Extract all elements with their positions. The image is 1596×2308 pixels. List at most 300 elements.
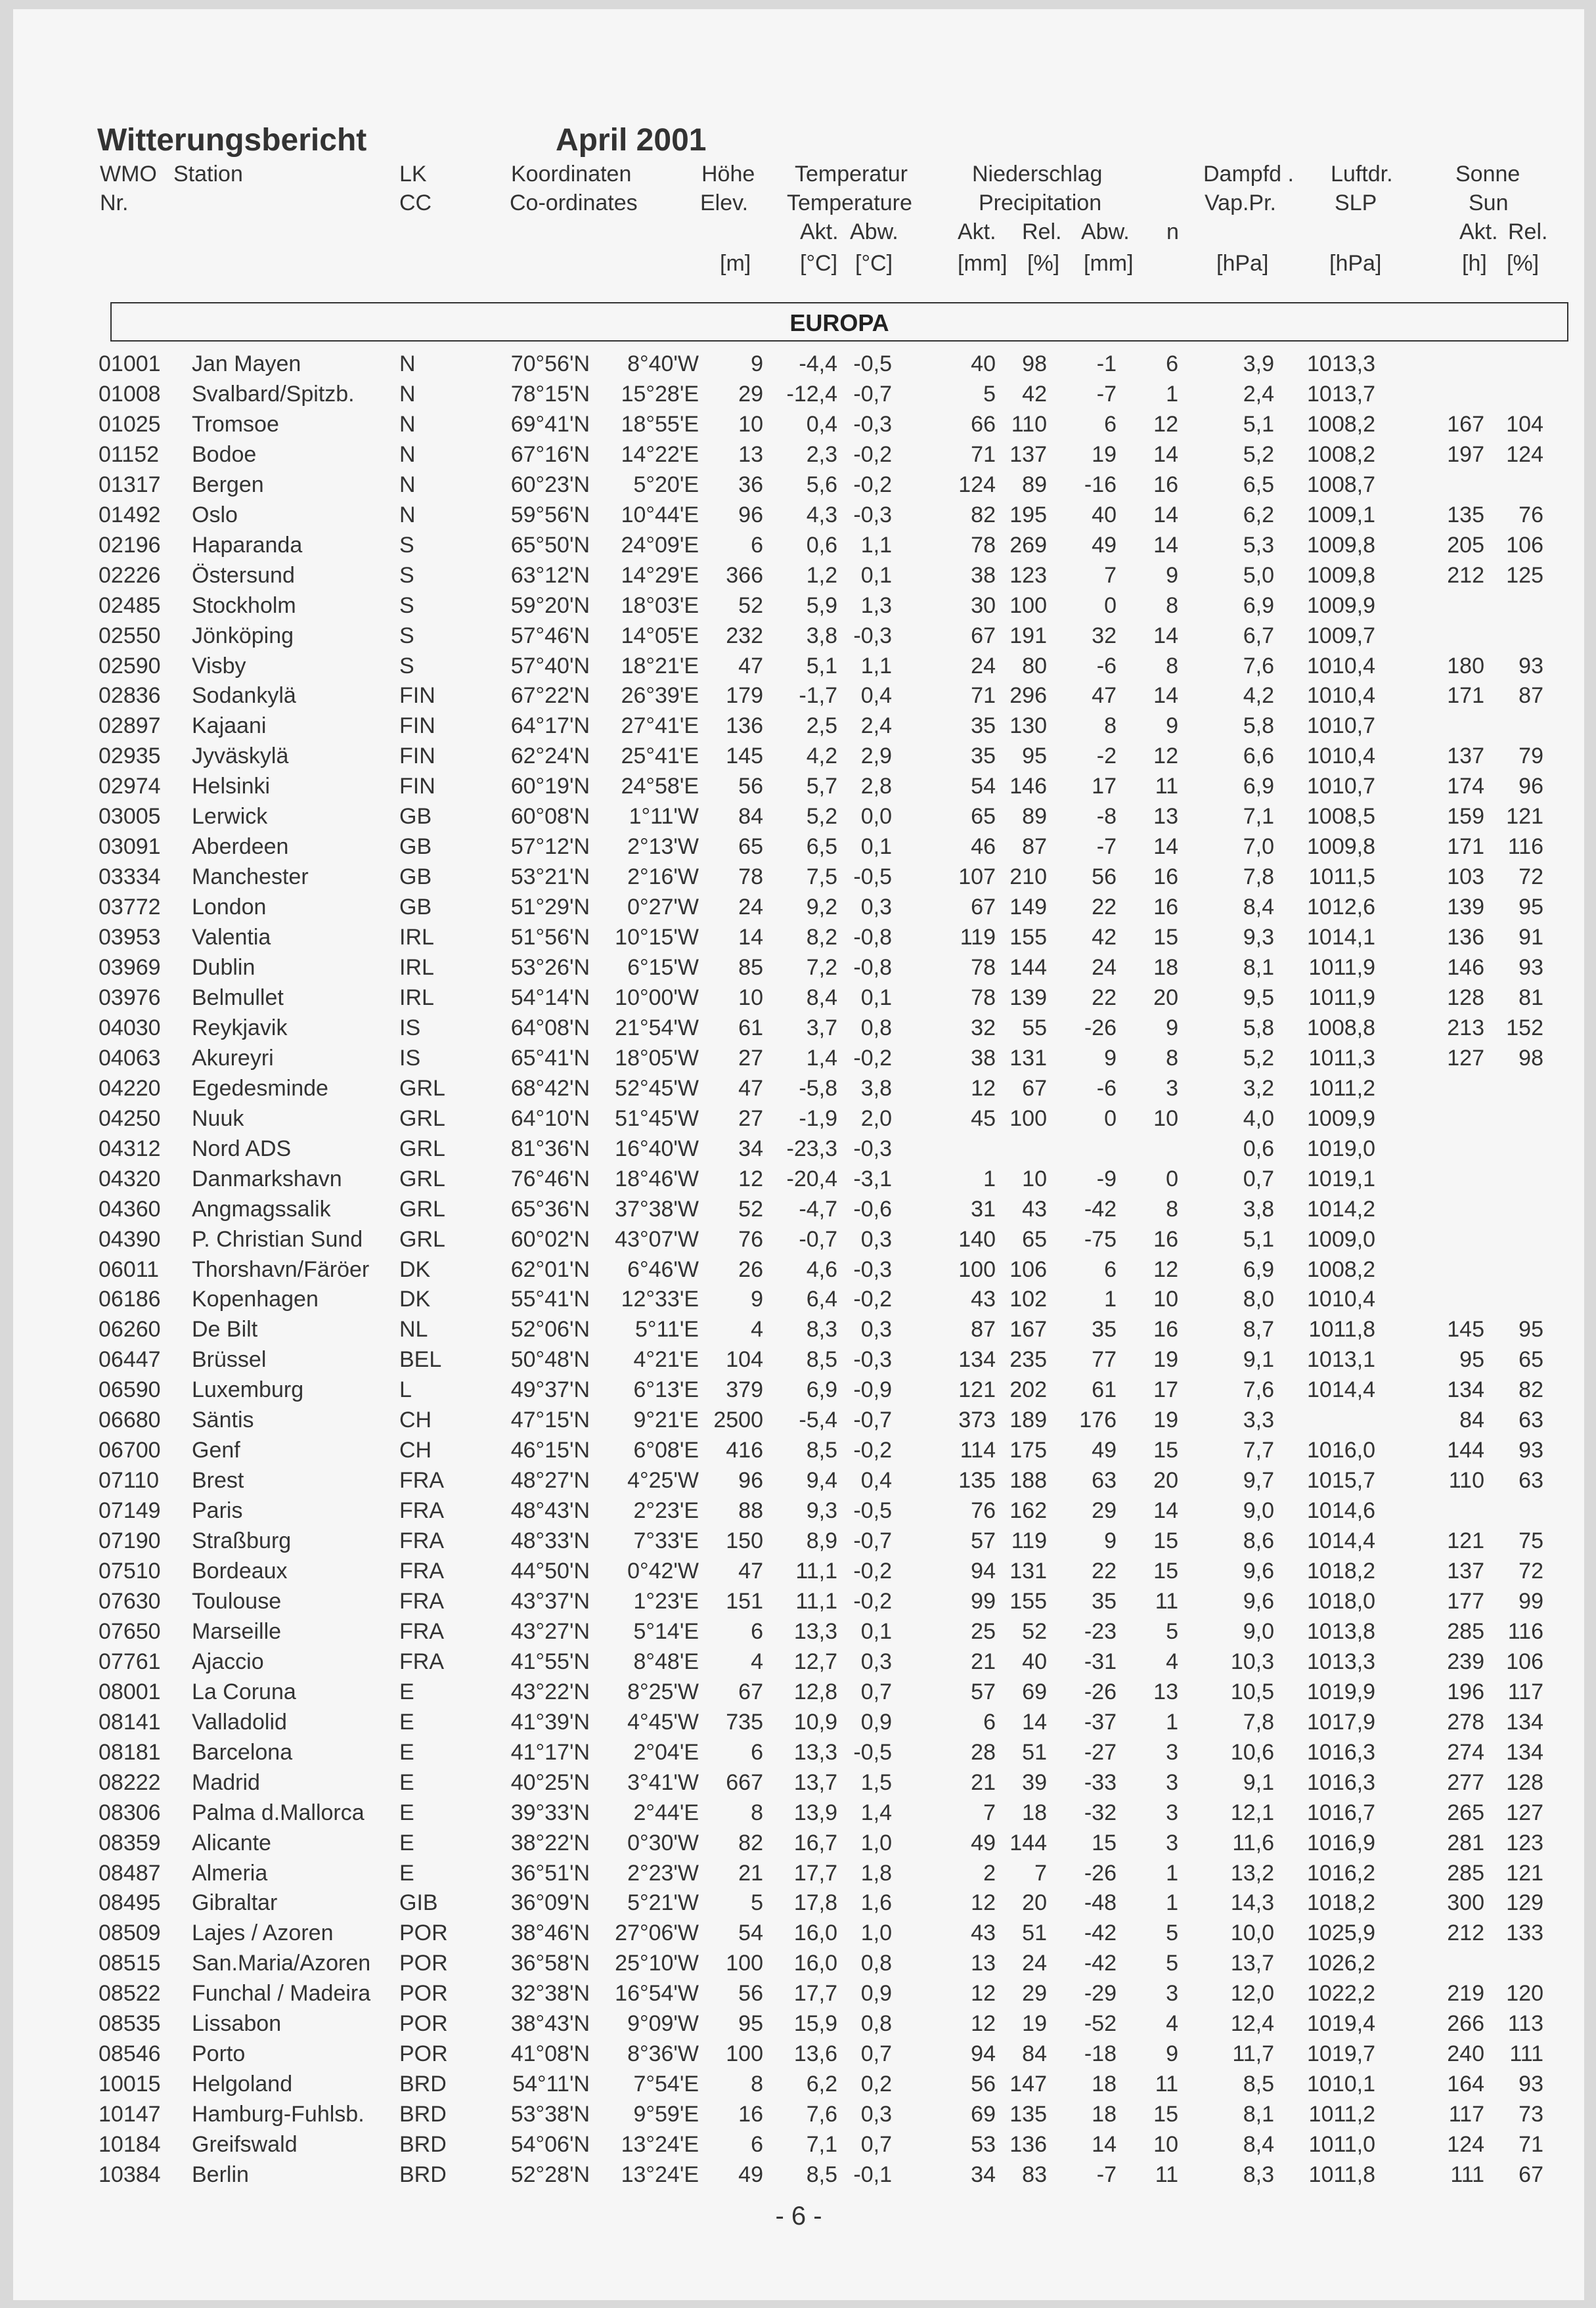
precip-n: 15 [1153,1438,1178,1463]
section-header [110,302,1568,342]
elevation: 150 [726,1528,763,1554]
longitude: 18°03'E [621,592,699,618]
table-row [13,1138,1584,1168]
table-row [13,1379,1584,1409]
precip-n: 12 [1153,411,1178,437]
country-code: L [399,1377,412,1403]
sea-level-pressure: 1009,9 [1307,1105,1375,1131]
temp-abw: 0,4 [860,1468,892,1494]
wmo-number: 10147 [99,2102,161,2127]
precip-rel: 195 [1009,502,1047,527]
table-row [13,353,1584,383]
precip-akt: 87 [971,1317,996,1343]
precip-abw: -26 [1084,1860,1117,1886]
precip-rel: 14 [1022,1709,1047,1735]
latitude: 57°12'N [510,834,590,860]
longitude: 18°55'E [621,411,699,437]
sun-akt: 124 [1447,2132,1484,2158]
precip-n: 11 [1155,774,1178,799]
table-row [13,2103,1584,2133]
temp-abw: -0,3 [853,623,892,648]
temp-akt: -5,4 [799,1408,837,1433]
station-name: Oslo [192,502,238,527]
precip-abw: -52 [1084,2011,1117,2037]
sun-rel: 96 [1518,774,1543,799]
table-row [13,1802,1584,1832]
precip-abw: 9 [1104,1528,1117,1554]
temp-abw: -0,9 [853,1377,892,1403]
vapour-pressure: 6,2 [1243,502,1274,527]
precip-akt: 69 [971,2102,996,2127]
temp-akt: -1,7 [799,683,837,709]
elevation: 5 [751,1890,763,1916]
precip-akt: 43 [971,1920,996,1946]
vapour-pressure: 5,2 [1243,1045,1274,1071]
latitude: 54°11'N [512,2072,590,2097]
precip-n: 16 [1153,895,1178,920]
elevation: 56 [738,774,763,799]
precip-akt: 373 [958,1408,996,1433]
latitude: 41°08'N [510,2041,590,2067]
vapour-pressure: 13,7 [1230,1951,1274,1976]
precip-abw: -23 [1084,1618,1117,1644]
col-temp-abw: Abw. [850,219,898,244]
longitude: 24°58'E [621,774,699,799]
precip-abw: -6 [1096,1075,1117,1101]
elevation: 96 [738,1468,763,1494]
elevation: 13 [738,441,763,467]
elevation: 95 [738,2011,763,2037]
country-code: E [399,1739,414,1765]
temp-akt: -4,4 [799,351,837,376]
temp-akt: 8,5 [806,2162,837,2187]
table-row [13,1258,1584,1289]
latitude: 70°56'N [510,351,590,376]
sun-rel: 111 [1509,2041,1543,2067]
precip-abw: -27 [1084,1739,1117,1765]
latitude: 57°46'N [510,623,590,648]
station-name: Thorshavn/Färöer [192,1256,370,1282]
temp-akt: -20,4 [786,1166,837,1191]
table-row [13,1017,1584,1047]
sea-level-pressure: 1014,2 [1307,1196,1375,1222]
station-name: London [192,895,267,920]
station-name: Tromsoe [192,411,279,437]
table-row [13,1832,1584,1862]
temp-akt: 16,7 [793,1830,837,1855]
country-code: GRL [399,1105,445,1131]
latitude: 51°56'N [510,925,590,950]
sea-level-pressure: 1010,4 [1307,653,1375,678]
longitude: 1°11'W [629,804,699,830]
temp-abw: -0,3 [853,411,892,437]
station-name: P. Christian Sund [192,1226,363,1252]
country-code: E [399,1830,414,1855]
precip-rel: 144 [1009,955,1047,980]
precip-rel: 130 [1009,713,1047,739]
country-code: GB [399,895,432,920]
latitude: 52°28'N [510,2162,590,2187]
table-row [13,805,1584,835]
precip-n: 10 [1153,2132,1178,2158]
precip-abw: 9 [1104,1045,1117,1071]
precip-abw: -48 [1084,1890,1117,1916]
temp-abw: 2,9 [860,743,892,769]
col-elevation: Elev. [700,190,749,215]
longitude: 9°21'E [633,1408,699,1433]
sun-akt: 110 [1448,1468,1484,1494]
wmo-number: 08522 [99,1981,161,2007]
vapour-pressure: 8,6 [1243,1528,1274,1554]
station-name: Säntis [192,1408,254,1433]
elevation: 16 [738,2102,763,2127]
sea-level-pressure: 1009,8 [1307,562,1375,588]
latitude: 41°39'N [510,1709,590,1735]
sun-rel: 117 [1507,1679,1543,1704]
precip-rel: 83 [1022,2162,1047,2187]
table-row [13,443,1584,474]
table-row [13,1348,1584,1379]
wmo-number: 08515 [99,1951,161,1976]
elevation: 67 [738,1679,763,1704]
precip-akt: 12 [971,1981,996,2007]
wmo-number: 03334 [99,864,161,890]
vapour-pressure: 11,6 [1232,1830,1274,1855]
sun-akt: 134 [1447,1377,1484,1403]
table-row [13,2012,1584,2043]
temp-akt: 5,1 [806,653,837,678]
precip-n: 9 [1166,562,1178,588]
longitude: 12°33'E [621,1287,699,1312]
country-code: FRA [399,1559,444,1584]
wmo-number: 08359 [99,1830,161,1855]
sea-level-pressure: 1019,0 [1307,1136,1375,1161]
temp-abw: -0,5 [853,864,892,890]
longitude: 2°23'W [627,1860,699,1886]
precip-n: 14 [1153,834,1178,860]
sea-level-pressure: 1014,4 [1307,1528,1375,1554]
elevation: 4 [751,1317,763,1343]
elevation: 9 [751,351,763,376]
col-koordinaten: Koordinaten [511,162,632,187]
wmo-number: 08495 [99,1890,161,1916]
station-name: Luxemburg [192,1377,304,1403]
precip-n: 3 [1166,1739,1178,1765]
precip-n: 15 [1153,2102,1178,2127]
sun-rel: 95 [1518,895,1543,920]
latitude: 53°38'N [510,2102,590,2127]
temp-akt: 2,3 [806,441,837,467]
precip-abw: 77 [1092,1347,1117,1373]
elevation: 27 [738,1045,763,1071]
country-code: GB [399,864,432,890]
country-code: BRD [399,2132,447,2158]
latitude: 62°24'N [510,743,590,769]
sun-rel: 121 [1506,804,1543,830]
temp-akt: 1,2 [806,562,837,588]
precip-abw: -7 [1096,381,1117,407]
precip-abw: 176 [1079,1408,1117,1433]
sun-rel: 123 [1506,1830,1543,1855]
country-code: GRL [399,1196,445,1222]
station-name: Östersund [192,562,295,588]
temp-akt: 8,3 [806,1317,837,1343]
precip-rel: 155 [1009,925,1047,950]
sun-akt: 121 [1447,1528,1484,1554]
precip-abw: 6 [1104,411,1117,437]
temp-akt: 3,8 [806,623,837,648]
sun-akt: 265 [1447,1800,1484,1825]
precip-rel: 269 [1009,532,1047,558]
sun-akt: 136 [1447,925,1484,950]
table-row [13,504,1584,534]
longitude: 10°00'W [615,985,699,1010]
precip-n: 1 [1166,1890,1178,1916]
precip-abw: -18 [1084,2041,1117,2067]
sun-rel: 65 [1518,1347,1543,1373]
latitude: 44°50'N [510,1559,590,1584]
temp-abw: -0,2 [853,1559,892,1584]
table-row [13,625,1584,655]
temp-abw: -0,2 [853,1438,892,1463]
elevation: 10 [738,985,763,1010]
country-code: N [399,502,416,527]
temp-abw: -0,3 [853,1136,892,1161]
table-row [13,1409,1584,1439]
precip-akt: 100 [958,1256,996,1282]
precip-abw: -42 [1084,1951,1117,1976]
temp-abw: 1,1 [860,532,892,558]
sea-level-pressure: 1025,9 [1307,1920,1375,1946]
temp-akt: -5,8 [799,1075,837,1101]
station-name: Manchester [192,864,309,890]
vapour-pressure: 7,8 [1243,864,1274,890]
precip-rel: 155 [1009,1588,1047,1614]
elevation: 14 [738,925,763,950]
precip-rel: 69 [1022,1679,1047,1704]
longitude: 18°46'W [615,1166,699,1191]
precip-akt: 1 [983,1166,996,1191]
station-name: Akureyri [192,1045,274,1071]
precip-n: 16 [1153,1317,1178,1343]
precip-akt: 25 [971,1618,996,1644]
precip-rel: 235 [1009,1347,1047,1373]
temp-akt: 13,9 [793,1800,837,1825]
temp-abw: 0,9 [860,1709,892,1735]
country-code: S [399,532,414,558]
station-name: Bergen [192,472,264,497]
precip-akt: 71 [971,441,996,467]
precip-n: 6 [1166,351,1178,376]
temp-abw: 1,6 [860,1890,892,1916]
precip-rel: 144 [1009,1830,1047,1855]
precip-rel: 20 [1022,1890,1047,1916]
temp-akt: -4,7 [799,1196,837,1222]
temp-abw: -0,2 [853,441,892,467]
station-name: Stockholm [192,592,296,618]
longitude: 2°23'E [633,1498,699,1524]
wmo-number: 08306 [99,1800,161,1825]
temp-abw: 1,3 [860,592,892,618]
precip-rel: 139 [1009,985,1047,1010]
longitude: 25°41'E [621,743,699,769]
latitude: 36°09'N [510,1890,590,1916]
col-temperature: Temperature [787,190,912,215]
longitude: 5°14'E [633,1618,699,1644]
sun-rel: 73 [1518,2102,1543,2127]
wmo-number: 02974 [99,774,161,799]
vapour-pressure: 6,7 [1243,623,1274,648]
vapour-pressure: 9,6 [1243,1588,1274,1614]
precip-abw: 49 [1092,1438,1117,1463]
sea-level-pressure: 1008,5 [1307,804,1375,830]
sun-rel: 87 [1518,683,1543,709]
precip-abw: -37 [1084,1709,1117,1735]
latitude: 60°08'N [510,804,590,830]
precip-n: 4 [1166,2011,1178,2037]
wmo-number: 02897 [99,713,161,739]
temp-abw: 0,3 [860,1317,892,1343]
precip-akt: 78 [971,532,996,558]
temp-abw: -0,2 [853,1045,892,1071]
sun-rel: 120 [1506,1981,1543,2007]
station-name: Helsinki [192,774,271,799]
precip-akt: 53 [971,2132,996,2158]
vapour-pressure: 6,9 [1243,592,1274,618]
precip-akt: 71 [971,683,996,709]
sea-level-pressure: 1011,9 [1308,955,1375,980]
vapour-pressure: 7,1 [1243,804,1274,830]
precip-abw: 22 [1092,1559,1117,1584]
vapour-pressure: 12,0 [1230,1981,1274,2007]
wmo-number: 08535 [99,2011,161,2037]
vapour-pressure: 6,9 [1243,1256,1274,1282]
sea-level-pressure: 1011,3 [1308,1045,1375,1071]
vapour-pressure: 5,1 [1243,411,1274,437]
longitude: 18°21'E [621,653,699,678]
vapour-pressure: 9,6 [1243,1559,1274,1584]
temp-abw: -0,6 [853,1196,892,1222]
precip-akt: 78 [971,985,996,1010]
temp-akt: 8,2 [806,925,837,950]
wmo-number: 10015 [99,2072,161,2097]
precip-n: 5 [1166,1951,1178,1976]
table-row [13,1590,1584,1620]
longitude: 51°45'W [615,1105,699,1131]
precip-akt: 12 [971,1890,996,1916]
table-row [13,1077,1584,1107]
latitude: 41°55'N [510,1649,590,1674]
col-precipitation: Precipitation [979,190,1102,215]
wmo-number: 08487 [99,1860,161,1886]
temp-akt: -23,3 [786,1136,837,1161]
table-row [13,1439,1584,1469]
longitude: 4°21'E [633,1347,699,1373]
latitude: 51°29'N [510,895,590,920]
elevation: 366 [726,562,763,588]
longitude: 13°24'E [621,2132,699,2158]
report-title: Witterungsbericht [97,123,367,158]
sun-rel: 72 [1518,864,1543,890]
longitude: 5°21'W [627,1890,699,1916]
elevation: 47 [738,653,763,678]
sun-rel: 152 [1506,1015,1543,1040]
unit-vapour: [hPa] [1216,251,1269,276]
precip-n: 3 [1166,1830,1178,1855]
country-code: E [399,1769,414,1795]
longitude: 8°25'W [627,1679,699,1704]
station-name: San.Maria/Azoren [192,1951,371,1976]
sun-akt: 145 [1447,1317,1484,1343]
precip-abw: 40 [1092,502,1117,527]
precip-rel: 80 [1022,653,1047,678]
latitude: 49°37'N [510,1377,590,1403]
latitude: 78°15'N [510,381,590,407]
precip-n: 11 [1155,2072,1178,2097]
sun-rel: 75 [1518,1528,1543,1554]
station-name: Alicante [192,1830,271,1855]
sun-rel: 106 [1506,1649,1543,1674]
sun-akt: 219 [1447,1981,1484,2007]
wmo-number: 03772 [99,895,161,920]
elevation: 84 [738,804,763,830]
precip-abw: 18 [1092,2102,1117,2127]
precip-akt: 78 [971,955,996,980]
sea-level-pressure: 1014,4 [1307,1377,1375,1403]
table-row [13,956,1584,987]
wmo-number: 08181 [99,1739,161,1765]
latitude: 81°36'N [510,1136,590,1161]
sea-level-pressure: 1016,7 [1307,1800,1375,1825]
vapour-pressure: 5,0 [1243,562,1274,588]
latitude: 60°02'N [510,1226,590,1252]
vapour-pressure: 9,5 [1243,985,1274,1010]
precip-akt: 6 [983,1709,996,1735]
temp-akt: 4,2 [806,743,837,769]
country-code: GB [399,804,432,830]
latitude: 76°46'N [510,1166,590,1191]
precip-rel: 189 [1009,1408,1047,1433]
sun-rel: 134 [1506,1739,1543,1765]
station-name: Toulouse [192,1588,282,1614]
temp-akt: 6,2 [806,2072,837,2097]
wmo-number: 03976 [99,985,161,1010]
station-name: Straßburg [192,1528,292,1554]
vapour-pressure: 12,4 [1230,2011,1274,2037]
elevation: 52 [738,1196,763,1222]
vapour-pressure: 8,7 [1243,1317,1274,1343]
vapour-pressure: 12,1 [1230,1800,1274,1825]
temp-akt: 7,5 [806,864,837,890]
precip-abw: 56 [1092,864,1117,890]
temp-akt: 16,0 [793,1951,837,1976]
sun-rel: 91 [1518,925,1543,950]
precip-n: 12 [1153,1256,1178,1282]
station-name: Jan Mayen [192,351,301,376]
country-code: POR [399,1951,448,1976]
station-name: Lerwick [192,804,268,830]
precip-rel: 100 [1009,592,1047,618]
precip-rel: 146 [1009,774,1047,799]
wmo-number: 04390 [99,1226,161,1252]
sea-level-pressure: 1013,3 [1307,351,1375,376]
precip-akt: 5 [983,381,996,407]
wmo-number: 04320 [99,1166,161,1191]
country-code: GRL [399,1075,445,1101]
vapour-pressure: 11,7 [1232,2041,1274,2067]
wmo-number: 01317 [99,472,161,497]
vapour-pressure: 9,1 [1243,1769,1274,1795]
